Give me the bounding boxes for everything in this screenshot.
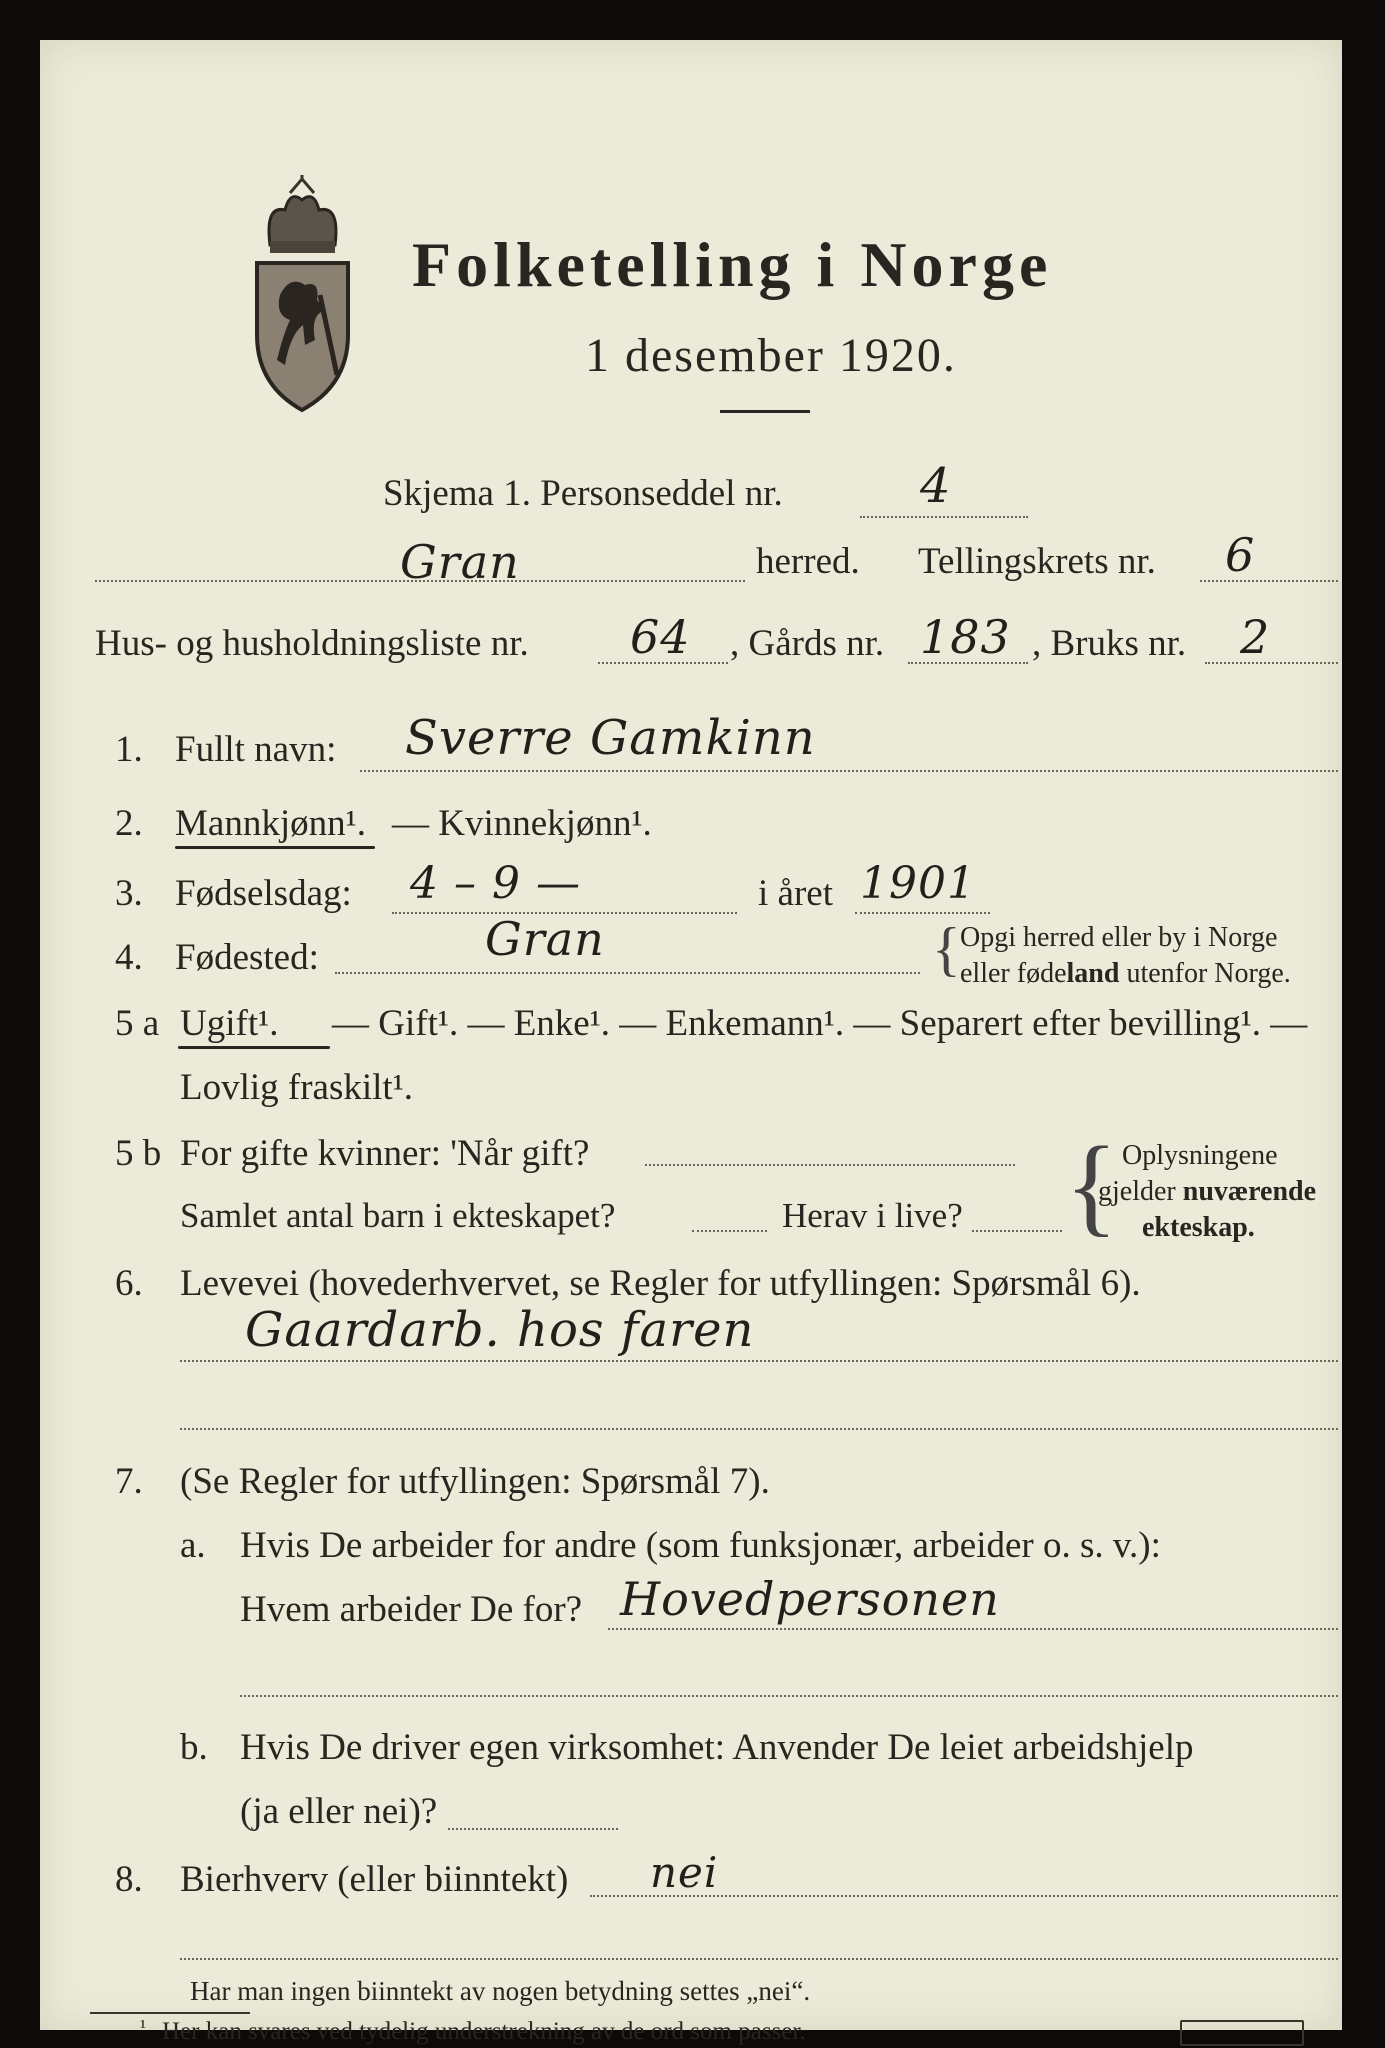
q7-label: (Se Regler for utfyllingen: Spørsmål 7). (180, 1461, 770, 1502)
q4-label: Fødested: (175, 937, 319, 978)
q4-note-line1: Opgi herred eller by i Norge (960, 922, 1278, 953)
q3-number: 3. (115, 873, 143, 914)
q1-line (360, 770, 1338, 772)
bruks-line (1205, 662, 1338, 664)
q5b-barn-line (692, 1230, 767, 1232)
q2-number: 2. (115, 803, 143, 844)
q5b-i-live-line (972, 1230, 1062, 1232)
herred-value[interactable]: Gran (400, 535, 520, 589)
q3-label: Fødselsdag: (175, 873, 352, 914)
q5a-number: 5 a (115, 1003, 160, 1044)
q5b-brace: { (1065, 1124, 1118, 1246)
q2-mannkjonn[interactable]: Mannkjønn¹. (175, 803, 366, 844)
q2-mannkjonn-underline (175, 846, 375, 849)
title-divider (720, 410, 810, 413)
q5a-ugift[interactable]: Ugift¹. (180, 1003, 279, 1044)
q7b-line (448, 1828, 618, 1830)
footnote-divider (90, 2012, 250, 2014)
skjema-label: Skjema 1. Personseddel nr. (383, 473, 783, 514)
q7b-label2: (ja eller nei)? (240, 1791, 438, 1832)
q5b-nar-gift-line (645, 1164, 1015, 1166)
q7a-letter: a. (180, 1525, 206, 1566)
form-date: 1 desember 1920. (585, 329, 957, 382)
q7a-line2 (240, 1695, 1338, 1697)
q5b-number: 5 b (115, 1133, 162, 1174)
footnote-mark: ¹ (140, 2016, 146, 2038)
q3-year-line (855, 912, 990, 914)
q8-number: 8. (115, 1859, 143, 1900)
tellingskrets-value[interactable]: 6 (1225, 528, 1256, 582)
q6-label: Levevei (hovederhvervet, se Regler for utfyllingen: Spørsmål 6). (180, 1263, 1141, 1304)
q4-line (335, 972, 920, 974)
q5b-label-i-live: Herav i live? (782, 1196, 963, 1235)
q5b-note-line1: Oplysningene (1122, 1140, 1278, 1171)
q7b-letter: b. (180, 1727, 208, 1768)
q8-line2 (180, 1958, 1338, 1960)
q5b-label-nar-gift: For gifte kvinner: 'Når gift? (180, 1133, 590, 1174)
q5b-note-line3: ekteskap. (1142, 1212, 1255, 1243)
q5a-fraskilt[interactable]: Lovlig fraskilt¹. (180, 1067, 414, 1108)
q7-number: 7. (115, 1461, 143, 1502)
form-title: Folketelling i Norge (412, 229, 1053, 300)
q7a-label2: Hvem arbeider De for? (240, 1589, 583, 1630)
q7a-label1: Hvis De arbeider for andre (som funksjonær, arbeider o. s. v.): (240, 1525, 1161, 1566)
gards-value[interactable]: 183 (920, 610, 1011, 664)
husholdningsliste-value[interactable]: 64 (630, 610, 691, 664)
q3-year-value[interactable]: 1901 (860, 858, 976, 909)
tellingskrets-label: Tellingskrets nr. (918, 541, 1156, 582)
q4-note-line2: eller fødeland utenfor Norge. (960, 958, 1291, 989)
census-form (40, 40, 1342, 2045)
printer-stamp-icon (1180, 2020, 1304, 2046)
q5a-options[interactable]: — Gift¹. — Enke¹. — Enkemann¹. — Separert efter bevilling¹. — (332, 1003, 1308, 1044)
q4-number: 4. (115, 937, 143, 978)
q1-value[interactable]: Sverre Gamkinn (405, 710, 816, 766)
herred-label: herred. (756, 541, 860, 582)
q7b-label1: Hvis De driver egen virksomhet: Anvender De leiet arbeidshjelp (240, 1727, 1194, 1768)
husholdningsliste-label: Hus- og husholdningsliste nr. (95, 623, 529, 664)
q6-number: 6. (115, 1263, 143, 1304)
q3-year-label: i året (758, 873, 833, 914)
q7a-value[interactable]: Hovedpersonen (620, 1572, 1000, 1626)
q6-line1 (180, 1360, 1338, 1362)
q3-date-value[interactable]: 4 – 9 — (410, 858, 581, 909)
q6-value[interactable]: Gaardarb. hos faren (245, 1302, 755, 1358)
q5b-note-line2: gjelder nuværende (1098, 1176, 1317, 1207)
bruks-label: , Bruks nr. (1032, 623, 1187, 664)
q4-brace: { (932, 916, 961, 982)
personseddel-value[interactable]: 4 (920, 458, 952, 514)
q5a-ugift-underline (178, 1046, 330, 1049)
q4-value[interactable]: Gran (485, 912, 605, 966)
q8-label: Bierhverv (eller biinntekt) (180, 1859, 569, 1900)
coat-of-arms-icon (245, 175, 360, 415)
q5b-label-barn: Samlet antal barn i ekteskapet? (180, 1196, 616, 1235)
bruks-value[interactable]: 2 (1240, 610, 1271, 664)
tellingskrets-line (1200, 580, 1338, 582)
gards-label: , Gårds nr. (730, 623, 885, 664)
biinntekt-note: Har man ingen biinntekt av nogen betydning settes „nei“. (190, 1976, 811, 2006)
q1-number: 1. (115, 729, 143, 770)
q1-label: Fullt navn: (175, 729, 337, 770)
q2-kvinnekjonn[interactable]: — Kvinnekjønn¹. (392, 803, 652, 844)
personseddel-line (860, 516, 1028, 518)
footnote-text: Her kan svares ved tydelig understrekning av de ord som passer. (162, 2018, 806, 2045)
q6-line2 (180, 1428, 1338, 1430)
q8-value[interactable]: nei (650, 1848, 719, 1897)
q7a-line1 (608, 1628, 1338, 1630)
